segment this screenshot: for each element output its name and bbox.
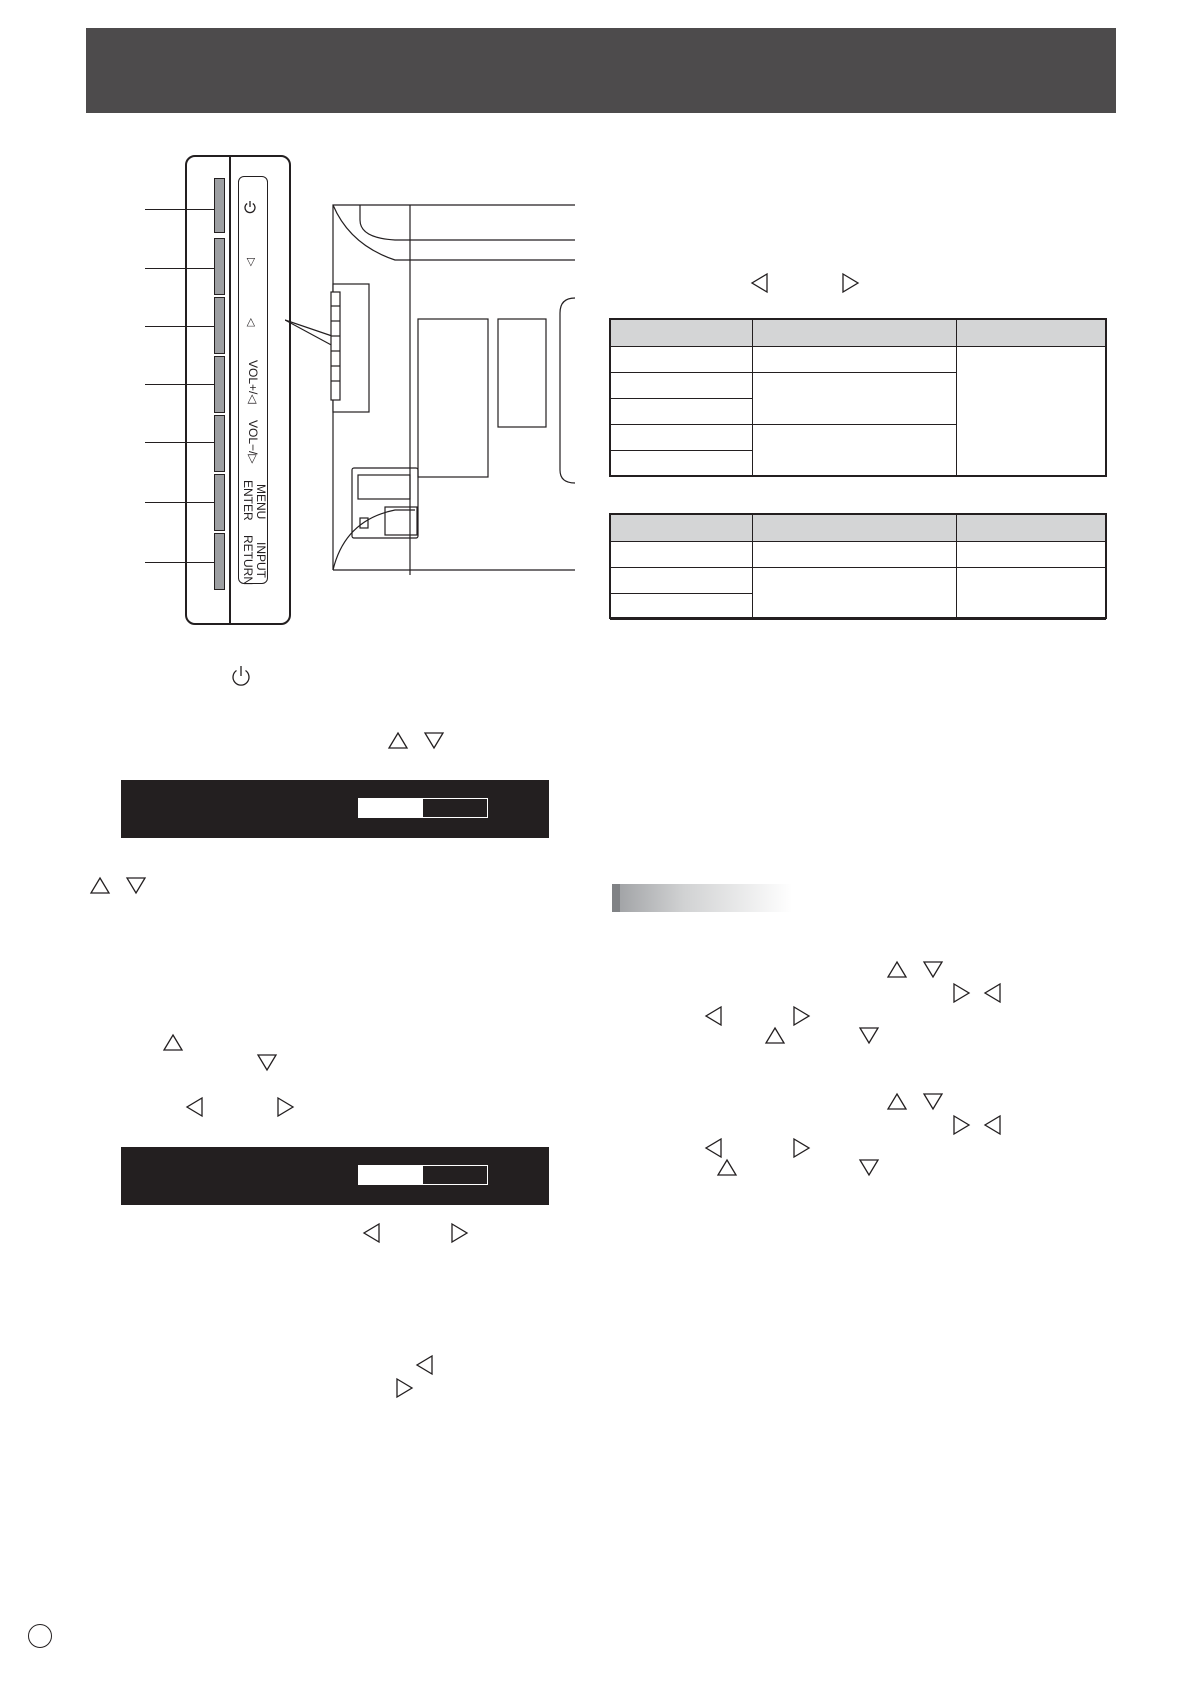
left-triangle-icon (416, 1355, 433, 1375)
table-cell (752, 373, 957, 425)
input-return-button[interactable] (214, 533, 225, 590)
table-cell (957, 568, 1106, 620)
up-triangle-icon (887, 961, 907, 978)
down-triangle-icon (923, 961, 943, 978)
leader-line-5 (145, 442, 215, 443)
osd-level-fill (359, 1166, 423, 1184)
down-triangle-icon (257, 1054, 277, 1071)
leader-line-2 (145, 268, 215, 269)
panel-label-up: ▷ (245, 258, 257, 267)
osd-level-bar (358, 798, 488, 818)
osd-level-bar (358, 1165, 488, 1185)
settings-table-1 (610, 319, 1106, 477)
table-header-cell (611, 515, 753, 542)
table-cell (752, 542, 957, 568)
right-triangle-icon (793, 1006, 810, 1026)
table-cell (611, 451, 753, 477)
down-triangle-icon (859, 1159, 879, 1176)
settings-table-2 (610, 514, 1106, 620)
table-cell (752, 425, 957, 477)
panel-label-enter: ENTER (241, 480, 255, 521)
table-cell (611, 594, 753, 620)
left-triangle-icon (984, 983, 1001, 1003)
right-triangle-icon (842, 273, 859, 293)
power-icon (231, 665, 251, 687)
vol-minus-button[interactable] (214, 415, 225, 472)
panel-label-vol-plus: VOL+/◁ (246, 360, 260, 404)
up-triangle-icon (388, 732, 408, 749)
panel-label-menu: MENU (254, 484, 268, 520)
right-triangle-icon (793, 1138, 810, 1158)
table-cell (957, 347, 1106, 477)
table-cell (611, 425, 753, 451)
up-triangle-icon (717, 1159, 737, 1176)
power-button[interactable] (214, 178, 225, 233)
menu-enter-button[interactable] (214, 474, 225, 531)
panel-label-down: ◁ (245, 318, 257, 327)
table-cell (611, 399, 753, 425)
right-triangle-icon (277, 1097, 294, 1117)
osd-volume-display (121, 1147, 549, 1205)
up-triangle-icon (163, 1034, 183, 1051)
right-triangle-icon (451, 1223, 468, 1243)
left-triangle-icon (751, 273, 768, 293)
table-cell (611, 542, 753, 568)
page-number-marker (28, 1624, 52, 1648)
up-triangle-icon (90, 877, 110, 894)
table-cell (957, 542, 1106, 568)
page-header-band (86, 28, 1116, 113)
table-cell (611, 347, 753, 373)
table-cell (611, 568, 753, 594)
table-header-cell (752, 515, 957, 542)
osd-level-fill (359, 799, 423, 817)
left-triangle-icon (186, 1097, 203, 1117)
tips-heading-marker (612, 884, 620, 912)
panel-label-input: INPUT (254, 542, 268, 578)
up-button[interactable] (214, 238, 225, 295)
down-triangle-icon (923, 1093, 943, 1110)
down-triangle-icon (424, 732, 444, 749)
table-header-cell (611, 320, 753, 347)
left-triangle-icon (705, 1006, 722, 1026)
left-triangle-icon (705, 1138, 722, 1158)
panel-label-vol-minus: VOL−/▷ (246, 420, 260, 464)
down-triangle-icon (859, 1027, 879, 1044)
leader-line-3 (145, 326, 215, 327)
down-button[interactable] (214, 297, 225, 354)
table-cell (611, 373, 753, 399)
tips-heading-bar (612, 884, 792, 912)
down-triangle-icon (126, 877, 146, 894)
monitor-rear-illustration (285, 200, 580, 580)
table-header-cell (957, 515, 1106, 542)
up-triangle-icon (887, 1093, 907, 1110)
table-header-cell (752, 320, 957, 347)
up-triangle-icon (765, 1027, 785, 1044)
leader-line-4 (145, 384, 215, 385)
right-triangle-icon (953, 983, 970, 1003)
right-triangle-icon (396, 1378, 413, 1398)
panel-label-return: RETURN (241, 535, 255, 585)
table-cell (752, 347, 957, 373)
table-header-cell (957, 320, 1106, 347)
leader-line-1 (145, 209, 215, 210)
vol-plus-button[interactable] (214, 356, 225, 413)
leader-line-6 (145, 502, 215, 503)
power-icon (243, 200, 257, 214)
osd-volume-display (121, 780, 549, 838)
panel-divider (229, 155, 231, 625)
table-cell (752, 568, 957, 620)
left-triangle-icon (363, 1223, 380, 1243)
leader-line-7 (145, 562, 215, 563)
right-triangle-icon (953, 1115, 970, 1135)
left-triangle-icon (984, 1115, 1001, 1135)
